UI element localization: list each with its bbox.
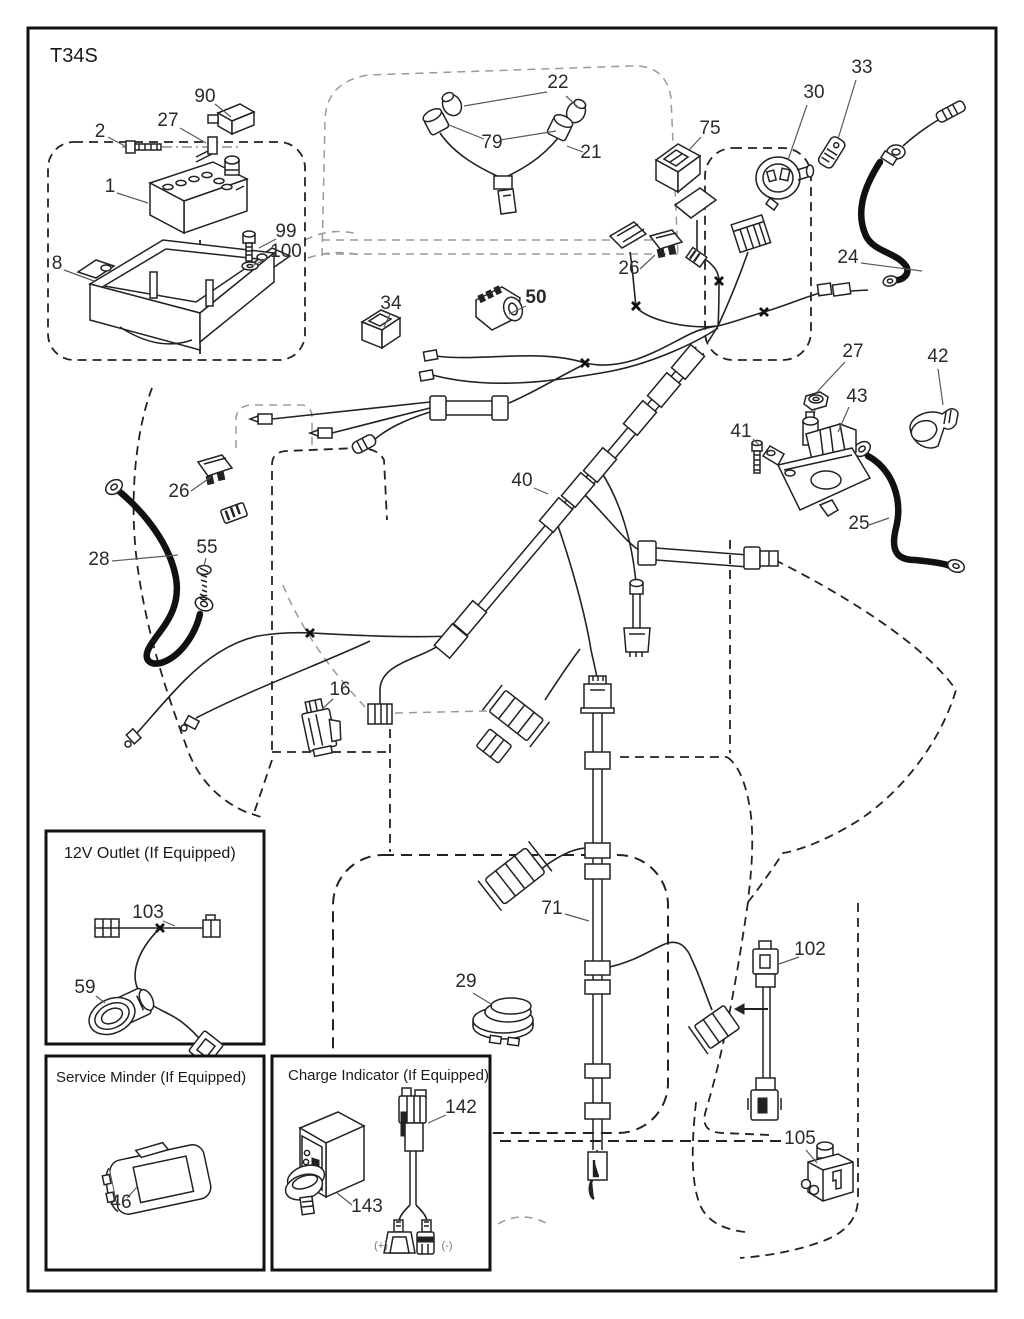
part-label-40: 40 [511, 470, 533, 491]
part-label-42: 42 [927, 346, 949, 367]
bullet-connector [250, 414, 272, 424]
part-label-1: 1 [104, 176, 116, 197]
harness-71-bottom-connector [588, 1150, 607, 1199]
harness-branch-connector [638, 541, 778, 569]
headlight-harness [421, 89, 590, 214]
part-label-25: 25 [848, 513, 870, 534]
part-label-46: 46 [110, 1192, 132, 1213]
bullet-connector [423, 350, 437, 361]
fuse-26-left [198, 455, 232, 485]
leader-line-25 [869, 518, 889, 525]
part-label-30: 30 [803, 82, 825, 103]
part-label-21: 21 [580, 142, 602, 163]
terminal-boot-24 [935, 100, 967, 124]
part-label-55: 55 [196, 537, 218, 558]
part-label-143: 143 [351, 1196, 383, 1217]
part-label-90: 90 [194, 86, 216, 107]
solenoid-bolt-41 [752, 441, 762, 474]
part-label-27: 27 [157, 110, 179, 131]
angled-connector-pair [476, 685, 549, 763]
battery-assembly [78, 104, 290, 350]
terminal-cover [208, 104, 254, 134]
part-label-100: 100 [270, 241, 302, 262]
inset-service-minder [46, 1056, 264, 1270]
leader-line-22 [464, 92, 547, 106]
ground-screw-55 [197, 566, 211, 600]
tray-washer [242, 262, 258, 270]
leader-line-79 [500, 131, 556, 140]
connector-plug [220, 502, 247, 523]
relay-50 [476, 286, 526, 330]
part-label-22: 22 [547, 72, 569, 93]
negative-terminal-label: (-) [441, 1240, 453, 1252]
harness-sleeve [434, 345, 704, 658]
battery-tray [78, 240, 290, 350]
part-label-29: 29 [455, 971, 477, 992]
connector-cluster [610, 188, 851, 296]
part-label-71: 71 [541, 898, 563, 919]
harness-sleeve [585, 752, 610, 1119]
bullet-connector [419, 370, 433, 381]
part-label-34: 34 [380, 293, 402, 314]
ground-cable-28 [103, 477, 218, 664]
battery-terminal-bracket [196, 137, 217, 162]
leader-line-42 [938, 369, 943, 405]
starter-solenoid-43 [763, 392, 870, 516]
leader-line-16 [322, 699, 333, 709]
part-label-50: 50 [525, 287, 547, 308]
inset-title-service-minder: Service Minder (If Equipped) [56, 1069, 247, 1086]
leader-line-40 [534, 488, 548, 494]
headlight-connector [494, 176, 512, 189]
part-label-99: 99 [275, 221, 297, 242]
ignition-switch [756, 157, 814, 210]
positive-terminal-label: (+) [374, 1240, 388, 1252]
part-label-41: 41 [730, 421, 752, 442]
part-label-8: 8 [51, 253, 63, 274]
ground-cable-25 [851, 439, 966, 575]
part-label-59: 59 [74, 977, 96, 998]
part-label-102: 102 [794, 939, 826, 960]
part-label-79: 79 [481, 132, 503, 153]
part-label-2: 2 [94, 121, 106, 142]
leader-line-27 [180, 128, 206, 143]
harness-71 [478, 676, 741, 1199]
harness-71-right-connector [688, 1003, 741, 1054]
hanging-connector [624, 580, 650, 658]
leader-line-27 [817, 362, 845, 392]
part-label-24: 24 [837, 247, 859, 268]
console-connector [368, 704, 392, 724]
battery [150, 156, 247, 233]
part-label-105: 105 [784, 1128, 816, 1149]
inset-title-charge-indicator: Charge Indicator (If Equipped) [288, 1067, 489, 1084]
leader-line-29 [473, 993, 491, 1004]
part-label-142: 142 [445, 1097, 477, 1118]
inset-charge-indicator [272, 1056, 490, 1270]
part-label-28: 28 [88, 549, 110, 570]
ignition-key [817, 135, 847, 170]
battery-cable-24 [861, 100, 966, 288]
leader-line-79 [449, 125, 484, 139]
inline-fuse-holder [250, 350, 508, 455]
terminal-boot-42 [908, 409, 958, 448]
rocker-switch [656, 144, 700, 192]
part-label-43: 43 [846, 386, 868, 407]
leader-line-33 [838, 80, 856, 139]
leader-line-1 [117, 193, 148, 203]
bullet-connector [310, 428, 332, 438]
leader-line-71 [565, 914, 589, 921]
inset-12v-outlet [46, 831, 264, 1066]
hour-meter [473, 998, 533, 1046]
main-harness-40 [125, 345, 778, 764]
part-label-27: 27 [842, 341, 864, 362]
inset-title-12v: 12V Outlet (If Equipped) [64, 845, 236, 862]
wire-boot [351, 433, 378, 455]
part-label-33: 33 [851, 57, 873, 78]
part-label-75: 75 [699, 118, 721, 139]
part-label-26: 26 [168, 481, 190, 502]
page-title: T34S [50, 45, 98, 67]
solenoid-105 [802, 1142, 854, 1201]
part-label-16: 16 [329, 679, 351, 700]
switch-34 [362, 310, 400, 348]
part-label-26: 26 [618, 258, 640, 279]
leader-line-26 [640, 255, 655, 269]
part-label-103: 103 [132, 902, 164, 923]
headlight-connector-blade [498, 189, 516, 214]
switch-16 [299, 696, 346, 757]
leader-line-24 [861, 263, 922, 271]
harness-71-top-connector [581, 676, 614, 713]
harness-102 [735, 941, 781, 1120]
